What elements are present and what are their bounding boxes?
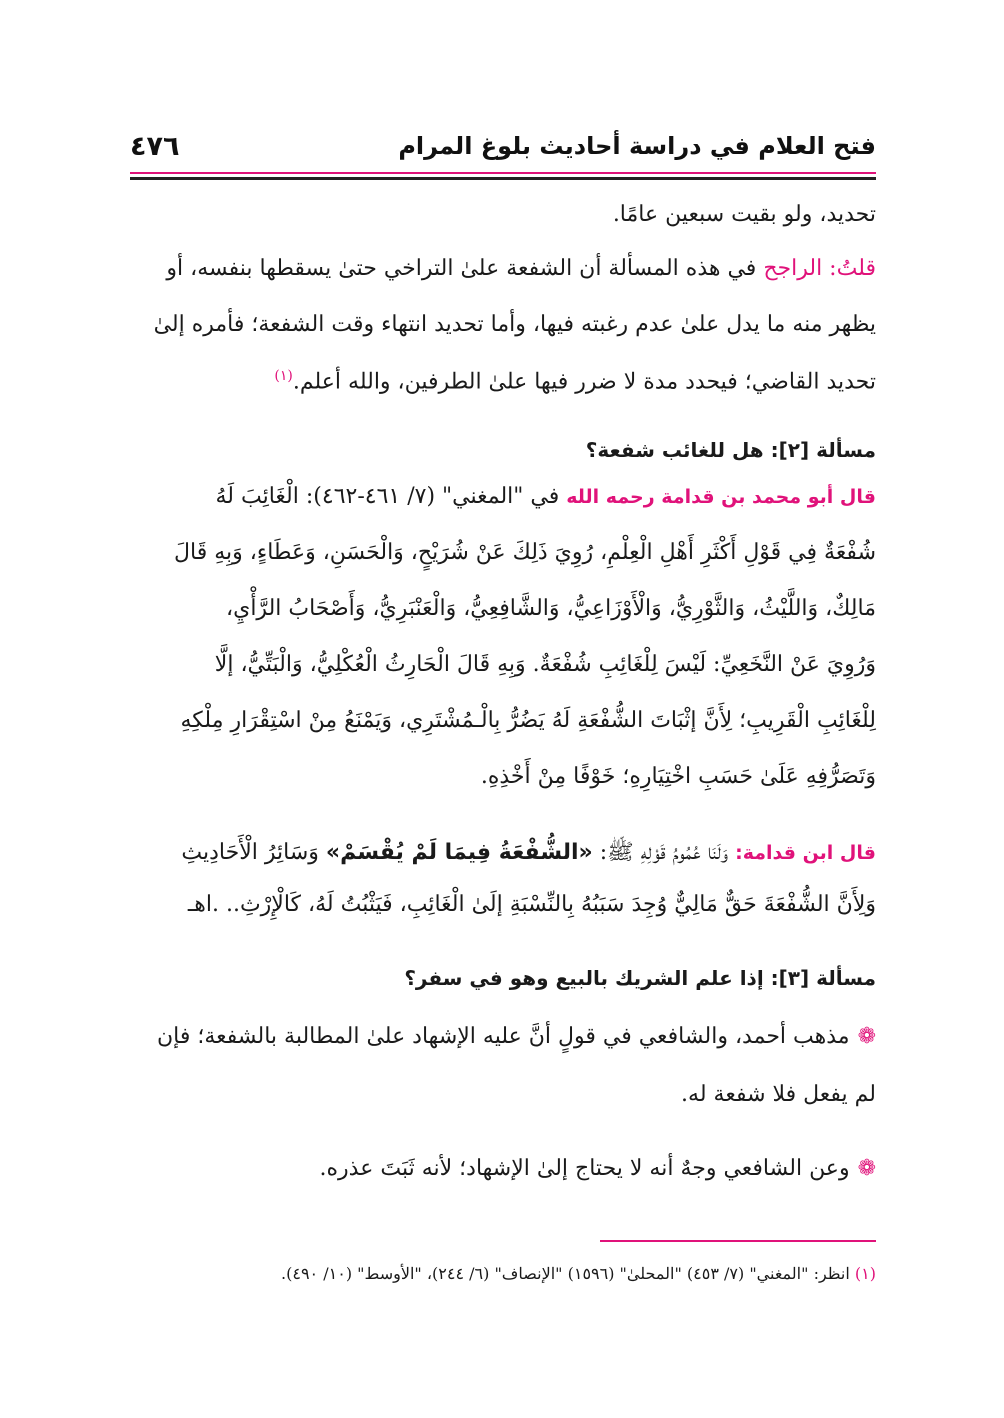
footnote-text: انظر: "المغني" (٧/ ٤٥٣) "المحلىٰ" (١٥٩٦) "الإنصاف" (٦/ ٢٤٤)، "الأوسط" (١٠/ ٤٩٠). — [281, 1264, 850, 1283]
header-rule-pink — [130, 172, 876, 174]
issue-2-line-6: وَتَصَرُّفِهِ عَلَىٰ حَسَبِ اخْتِيَارِهِ؛ خَوْفًا مِنْ أَخْذِهِ. — [480, 764, 876, 789]
issue-2-line-4: وَرُوِيَ عَنْ النَّخَعِيِّ: لَيْسَ لِلْغَائِبِ شُفْعَةٌ. وَبِهِ قَالَ الْحَارِثُ الْعُكْلِيُّ، وَالْبَتِّيُّ، إلَّا — [214, 652, 876, 677]
quote-2-text-b: وَسَائِرُ الْأَحَادِيثِ — [181, 840, 319, 865]
p2-text-3: تحديد القاضي؛ فيحدد مدة لا ضرر فيها علىٰ الطرفين، والله أعلم. — [292, 369, 876, 395]
issue-2-line-2: شُفْعَةٌ فِي قَوْلِ أَكْثَرِ أَهْلِ الْعِلْمِ، رُوِيَ ذَلِكَ عَنْ شُرَيْحٍ، وَالْحَسَنِ، وَعَطَاءٍ، وَبِهِ قَالَ — [174, 540, 876, 565]
header-rule-dark — [130, 177, 876, 180]
paragraph-2-line-1 — [130, 256, 876, 281]
bullet-2-text: وعن الشافعي وجهٌ أنه لا يحتاج إلىٰ الإشهاد؛ لأنه ثَبَتَ عذره. — [319, 1156, 850, 1181]
speaker-ibn-qudama: قال أبو محمد بن قدامة رحمه الله — [566, 486, 876, 508]
footnote — [130, 1264, 876, 1283]
flower-bullet-icon: ❁ — [857, 1156, 876, 1181]
issue-3-heading: مسألة [٣]: إذا علم الشريك بالبيع وهو في سفر؟ — [404, 966, 876, 990]
issue-2-heading: مسألة [٢]: هل للغائب شفعة؟ — [585, 438, 876, 462]
paragraph-1: تحديد، ولو بقيت سبعين عامًا. — [612, 202, 876, 227]
running-header — [130, 128, 876, 164]
citation-mughni: في "المغني" (٧/ ٤٦١-٤٦٢): — [305, 484, 560, 509]
footnote-marker[interactable]: (١) — [274, 368, 293, 384]
book-title: فتح العلام في دراسة أحاديث بلوغ المرام — [398, 132, 876, 160]
issue-2-line-3: مَالِكٌ، وَاللَّيْثُ، وَالثَّوْرِيُّ، وَالْأَوْزَاعِيُّ، وَالشَّافِعِيُّ، وَالْعَنْبَرِيُّ، وَأَصْحَابُ الرَّأْيِ، — [226, 596, 876, 621]
paragraph-2-line-2: يظهر منه ما يدل علىٰ عدم رغبته فيها، وأما تحديد انتهاء وقت الشفعة؛ فأمره إلىٰ — [153, 312, 876, 337]
page-number: ٤٧٦ — [130, 130, 180, 162]
hadith-quote: «الشُّفْعَةُ فِيمَا لَمْ يُقْسَمْ» — [325, 840, 593, 865]
issue-2-line-7 — [130, 838, 876, 870]
quote-2-text-a: وَلَنَا عُمُومُ قَوْلِهِ ﷺ: — [599, 840, 729, 865]
footnote-number: (١) — [854, 1264, 876, 1283]
opinion-label: قلتُ: الراجح — [763, 256, 876, 281]
issue-2-line-1 — [130, 484, 876, 509]
flower-bullet-icon: ❁ — [857, 1024, 876, 1049]
issue-3-bullet-1-line-2: لم يفعل فلا شفعة له. — [681, 1082, 876, 1107]
issue-2-line-5: لِلْغَائِبِ الْقَرِيبِ؛ لِأَنَّ إثْبَاتَ الشُّفْعَةِ لَهُ يَضُرُّ بِالْـمُشْتَرِي، وَيَمْنَعُ مِنْ اسْتِقْرَارِ مِلْكِهِ — [180, 708, 876, 733]
issue-2-line-8: وَلِأَنَّ الشُّفْعَةَ حَقٌّ مَالِيٌّ وُجِدَ سَبَبُهُ بِالنِّسْبَةِ إلَىٰ الْغَائِبِ، فَيَثْبُتُ لَهُ، كَالْإِرْثِ.. .اهـ — [187, 892, 876, 917]
issue-3-bullet-2 — [130, 1156, 876, 1181]
issue-3-bullet-1-line-1 — [130, 1024, 876, 1049]
footnote-separator — [600, 1240, 876, 1242]
p2-text-1: في هذه المسألة أن الشفعة علىٰ التراخي حتىٰ يسقطها بنفسه، أو — [166, 256, 757, 281]
quote-text-1: الْغَائِبَ لَهُ — [215, 484, 299, 509]
speaker-ibn-qudama-2: قال ابن قدامة: — [735, 842, 876, 864]
bullet-1-text-1: مذهب أحمد، والشافعي في قولٍ أنَّ عليه الإشهاد علىٰ المطالبة بالشفعة؛ فإن — [156, 1024, 850, 1049]
paragraph-2-line-3 — [130, 368, 876, 394]
